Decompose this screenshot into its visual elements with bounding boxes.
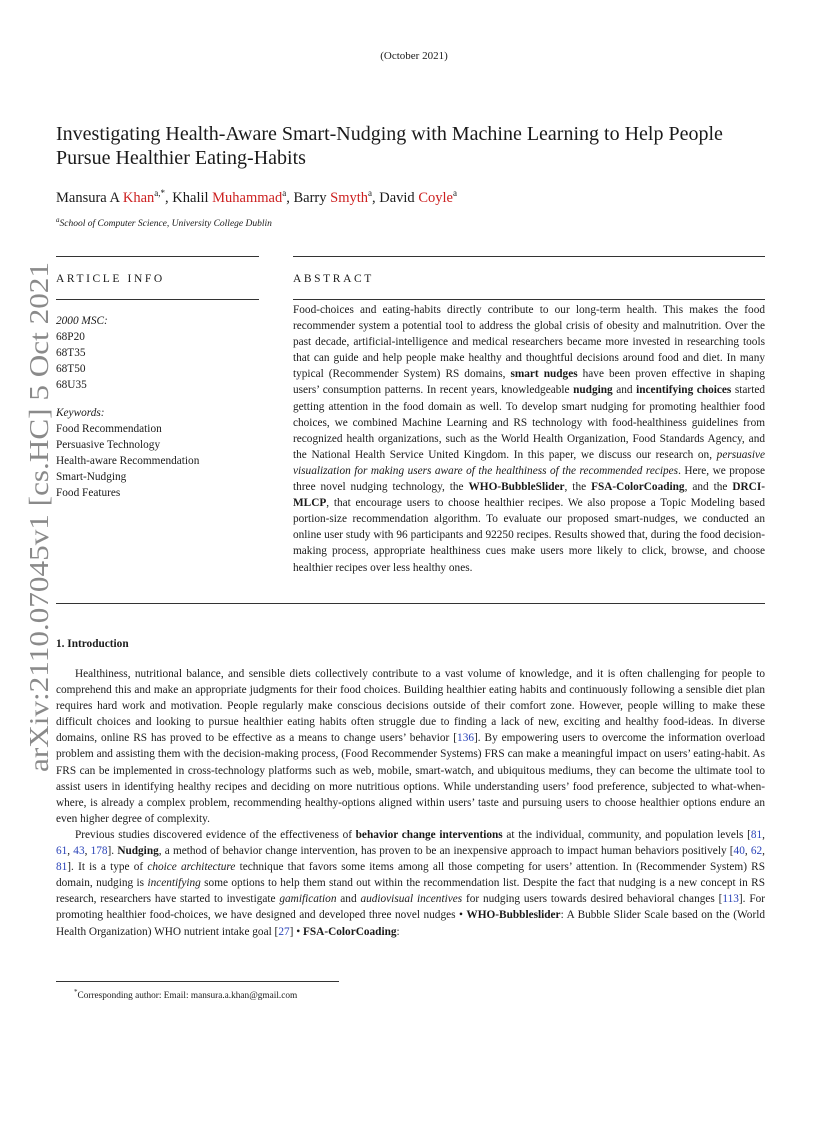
author-affiliation-marker: a,*	[154, 188, 166, 198]
citation-link[interactable]: 136	[457, 732, 474, 745]
author-list	[56, 188, 457, 207]
introduction-heading: 1. Introduction	[56, 638, 129, 650]
msc-code: 68P20	[56, 331, 85, 343]
text-run: started getting attention in the food domain as well. To develop smart nudging for promoting healthier food choices, we combined Machine Learning and RS technology with food-healthiness guidelines from recognized health organizations, such as the World Health Organization, Food Standards Agency, and the National Health Service United Kingdom. In this paper, we discuss our research on,	[293, 384, 765, 461]
citation-link[interactable]: 61	[56, 845, 68, 858]
text-run: :	[396, 925, 400, 938]
text-run: . Here, we propose three novel nudging technology, the	[293, 464, 765, 494]
text-run: , that encourage users to choose healthier recipes. We also propose a Topic Modeling based portion-size recommendation algorithm. To evaluate our proposed smart-nudges, we conducted an online user study with 96 participants and 92250 recipes. Results showed that, during the food decision-making process, appropriate healthiness cues make users more likely to click, browse, and choose healthier recipes over less healthy ones.	[293, 497, 765, 574]
affiliation-text: School of Computer Science, University College Dublin	[59, 219, 272, 230]
introduction-body	[56, 666, 765, 940]
italic-term: persuasive visualization for making users aware of the healthiness of the recommended recipes	[293, 448, 765, 477]
abstract-divider	[293, 299, 765, 300]
keyword: Smart-Nudging	[56, 471, 127, 483]
abstract-bottom-rule	[56, 603, 765, 604]
text-run: have been proven effective in shaping users’ consumption patterns. In recent years, knowledgeable	[293, 368, 766, 397]
bold-term: behavior change interventions	[355, 828, 503, 841]
author-affiliation-marker: a	[368, 188, 372, 198]
abstract-body	[293, 302, 765, 576]
author-separator: ,	[286, 189, 294, 206]
author-separator: ,	[165, 189, 173, 206]
paper-title: Investigating Health-Aware Smart-Nudging with Machine Learning to Help People Pursue Healthier Eating-Habits	[56, 123, 723, 169]
text-run: Healthiness, nutritional balance, and sensible diets collectively contribute to a vast volume of knowledge, and it is often challenging for people to comprehend this and make an appropriate judgments for their food choices. Building healthier eating habits and continuously following a sensible diet plan requires hard work and motivation. People regularly make conscious decisions outside of their comfort zone. However, people willing to make these difficult choices and looking to pursue healthier eating habits often struggle due to finding a lack of new, exciting and healthy food-ideas. In diverse domains, online RS has proved to be effective as a means to change users’ behavior [	[56, 668, 765, 745]
author-affiliation-marker: a	[282, 188, 287, 198]
author-first-name: Mansura A	[56, 189, 123, 206]
article-info-panel	[56, 313, 266, 501]
text-run: and	[336, 893, 361, 906]
text-run: ] •	[289, 925, 303, 938]
italic-term: choice architecture	[147, 861, 236, 874]
footnote-text: Corresponding author: Email: mansura.a.khan@gmail.com	[77, 991, 298, 1002]
italic-term: incentifying	[147, 877, 201, 890]
msc-label: 2000 MSC:	[56, 315, 108, 327]
text-run: ,	[744, 845, 751, 858]
intro-paragraph	[56, 666, 765, 827]
author-surname-link[interactable]: Muhammad	[212, 189, 283, 206]
citation-link[interactable]: 113	[722, 893, 739, 906]
author-surname-link[interactable]: Smyth	[330, 189, 368, 206]
author-first-name: Khalil	[172, 189, 213, 206]
running-header-date: (October 2021)	[380, 50, 448, 62]
italic-term: audiovisual incentives	[360, 893, 463, 906]
abstract-heading: ABSTRACT	[293, 273, 374, 285]
footnote	[74, 988, 297, 1001]
text-run: some options to help them stand out within the recommendation list. Despite the fact that nudging is a new concept in RS research, researchers have started to investigate	[56, 877, 765, 906]
text-run: for nudging users towards desired behavioral changes [	[462, 893, 723, 906]
arxiv-identifier: arXiv:2110.07045v1 [cs.HC] 5 Oct 2021	[24, 322, 54, 772]
citation-link[interactable]: 178	[90, 845, 108, 858]
italic-term: gamification	[279, 893, 337, 906]
article-info-divider	[56, 299, 259, 300]
bold-term: WHO-BubbleSlider	[468, 481, 565, 494]
msc-code: 68U35	[56, 379, 87, 391]
citation-link[interactable]: 62	[750, 845, 763, 858]
text-run: Food-choices and eating-habits directly contribute to our long-term health. This makes the food recommender system a potential tool to address the global crisis of obesity and malnutrition. Over the past decade, artificial-intelligence and medical researchers became more invested in researching tools that can guide and help people make healthy and thoughtful decisions around food and diet. In many typical (Recommender System) RS domains,	[293, 304, 765, 381]
bold-term: DRCI-MLCP	[293, 481, 765, 510]
citation-link[interactable]: 40	[733, 845, 745, 858]
footnote-rule	[56, 981, 339, 982]
citation-link[interactable]: 81	[750, 828, 763, 841]
intro-paragraph	[56, 827, 765, 940]
msc-code: 68T35	[56, 347, 86, 359]
text-run: ,	[67, 845, 74, 858]
keyword: Food Recommendation	[56, 423, 162, 435]
text-run: ,	[84, 845, 91, 858]
keyword: Persuasive Technology	[56, 439, 161, 451]
text-run: ]. By empowering users to overcome the information overload problem and assisting them with the decision-making process, (Food Recommender Systems) FRS can make a meaningful impact on users’ eating-habit. As FRS can be implemented in cross-technology platforms such as web, mobile, smart-watch, and ubiquitous mediums, they can become the ultimate tool to assist users in identifying healthy recipes and deciding on more nutritious options. While understanding users’ food preference, subjected to what-when-where, is already a complex problem, recommending healthy-options aligned within users’ taste and pursuing users to choose healthier options endure an even higher degree of complexity.	[56, 732, 766, 825]
text-run: ]. For promoting healthier food-choices, we have designed and developed three novel nudges •	[56, 893, 766, 922]
text-run: ].	[107, 845, 118, 858]
text-run: , a method of behavior change intervention, has proven to be an inexpensive approach to impact human behaviors positively [	[158, 845, 734, 858]
author-surname-link[interactable]: Coyle	[418, 189, 453, 206]
keyword: Health-aware Recommendation	[56, 455, 200, 467]
affiliation-marker: a	[56, 216, 60, 224]
text-run: ]. It is a type of	[67, 861, 148, 874]
bold-term: smart nudges	[510, 368, 578, 381]
author-separator: ,	[372, 189, 380, 206]
text-run: : A Bubble Slider Scale based on the (World Health Organization) WHO nutrient intake goal [	[56, 909, 766, 938]
text-run: technique that favors some items among all those competing for users’ attention. In (Recommender System) RS domain, nudging is	[56, 861, 765, 890]
bold-term: FSA-ColorCoading	[591, 481, 685, 494]
author-surname-link[interactable]: Khan	[122, 189, 155, 206]
text-run: , and the	[684, 481, 733, 494]
author-first-name: David	[379, 189, 419, 206]
text-run: ,	[762, 845, 765, 858]
msc-code: 68T50	[56, 363, 86, 375]
article-info-heading: ARTICLE INFO	[56, 273, 165, 285]
bold-term: Nudging	[117, 845, 159, 858]
text-run: at the individual, community, and population levels [	[502, 828, 751, 841]
text-run: Previous studies discovered evidence of the effectiveness of	[75, 828, 356, 841]
text-run: , the	[564, 481, 592, 494]
text-run: ,	[762, 828, 765, 841]
bold-term: nudging	[573, 384, 613, 397]
citation-link[interactable]: 81	[56, 861, 68, 874]
citation-link[interactable]: 43	[73, 845, 85, 858]
footnote-marker: *	[74, 988, 78, 996]
abstract-top-rule	[293, 256, 765, 257]
keyword: Food Features	[56, 487, 121, 499]
keywords-label: Keywords:	[56, 407, 105, 419]
author-first-name: Barry	[293, 189, 331, 206]
article-info-top-rule	[56, 256, 259, 257]
bold-term: WHO-Bubbleslider	[466, 909, 561, 922]
bold-term: FSA-ColorCoading	[303, 925, 397, 938]
affiliation	[56, 216, 272, 229]
author-affiliation-marker: a	[452, 188, 457, 198]
citation-link[interactable]: 27	[278, 925, 290, 938]
bold-term: incentifying choices	[636, 384, 732, 397]
arxiv-watermark-svg	[24, 262, 54, 772]
arxiv-watermark	[24, 262, 54, 772]
text-run: and	[612, 384, 637, 397]
